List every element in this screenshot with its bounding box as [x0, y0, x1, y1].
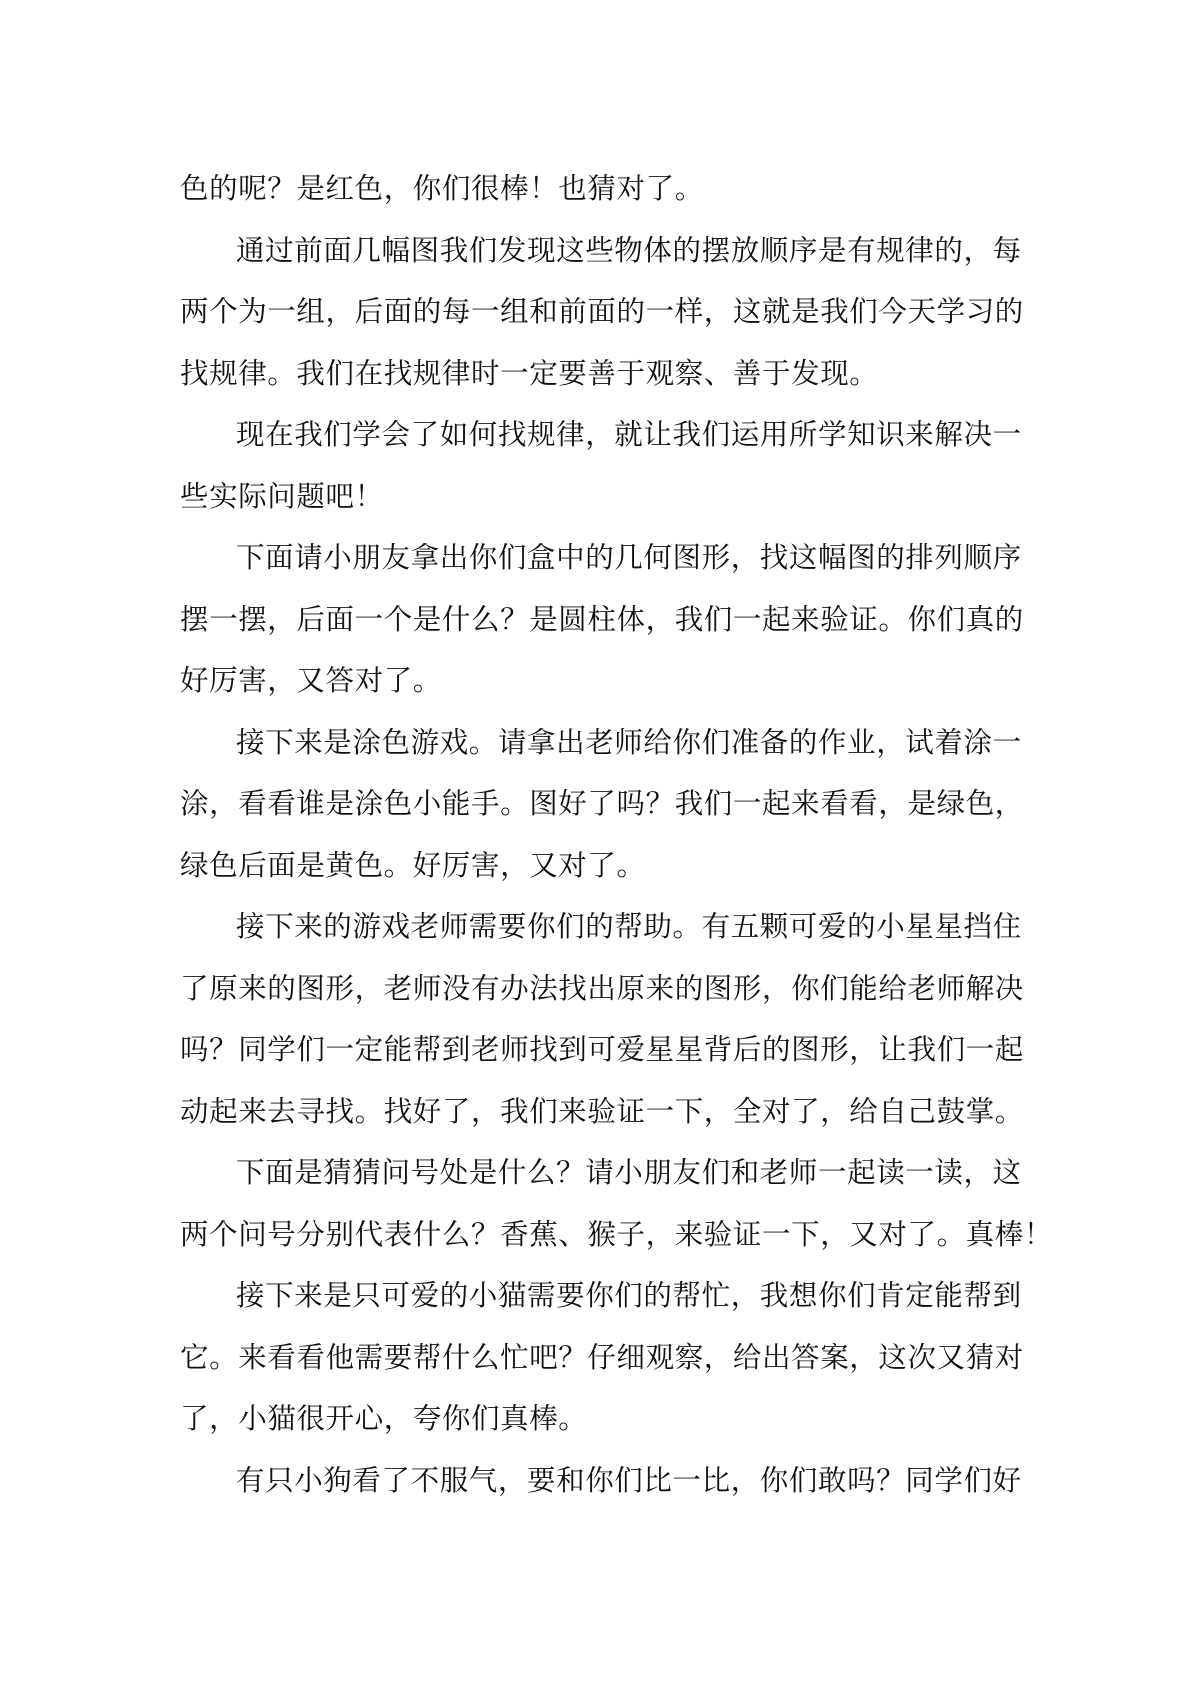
document-body — [180, 158, 1054, 1511]
paragraph-8-line-3: 了，小猫很开心，夸你们真棒。 — [180, 1402, 588, 1435]
paragraph-6-line-2: 了原来的图形，老师没有办法找出原来的图形，你们能给老师解决 — [180, 971, 1024, 1005]
paragraph-8-line-2: 它。来看看他需要帮什么忙吧？仔细观察，给出答案，这次又猜对 — [180, 1340, 1024, 1374]
paragraph-4-line-1: 下面请小朋友拿出你们盒中的几何图形，找这幅图的排列顺序 — [236, 541, 1022, 574]
paragraph-6-line-4: 动起来去寻找。找好了，我们来验证一下，全对了，给自己鼓掌。 — [180, 1094, 1024, 1128]
paragraph-6-line-3: 吗？同学们一定能帮到老师找到可爱星星背后的图形，让我们一起 — [180, 1033, 1024, 1066]
paragraph-8-line-1: 接下来是只可爱的小猫需要你们的帮忙，我想你们肯定能帮到 — [236, 1279, 1022, 1312]
paragraph-3-line-2: 些实际问题吧！ — [180, 479, 384, 513]
paragraph-3-line-1: 现在我们学会了如何找规律，就让我们运用所学知识来解决一 — [236, 418, 1022, 451]
paragraph-9-line-1: 有只小狗看了不服气，要和你们比一比，你们敢吗？同学们好 — [236, 1463, 1022, 1497]
paragraph-1-line-1: 色的呢？是红色，你们很棒！也猜对了。 — [180, 172, 704, 205]
paragraph-5-line-3: 绿色后面是黄色。好厉害，又对了。 — [180, 848, 646, 882]
paragraph-5-line-1: 接下来是涂色游戏。请拿出老师给你们准备的作业，试着涂一 — [236, 725, 1022, 759]
paragraph-6-line-1: 接下来的游戏老师需要你们的帮助。有五颗可爱的小星星挡住 — [236, 910, 1022, 943]
paragraph-2-line-3: 找规律。我们在找规律时一定要善于观察、善于发现。 — [180, 356, 879, 390]
paragraph-2-line-1: 通过前面几幅图我们发现这些物体的摆放顺序是有规律的，每 — [236, 233, 1022, 267]
paragraph-5-line-2: 涂，看看谁是涂色小能手。图好了吗？我们一起来看看，是绿色， — [180, 787, 1024, 820]
paragraph-4-line-3: 好厉害，又答对了。 — [180, 664, 442, 697]
paragraph-2-line-2: 两个为一组，后面的每一组和前面的一样，这就是我们今天学习的 — [180, 295, 1024, 328]
paragraph-7-line-2: 两个问号分别代表什么？香蕉、猴子，来验证一下，又对了。真棒！ — [180, 1217, 1054, 1251]
paragraph-4-line-2: 摆一摆，后面一个是什么？是圆柱体，我们一起来验证。你们真的 — [180, 602, 1024, 636]
paragraph-7-line-1: 下面是猜猜问号处是什么？请小朋友们和老师一起读一读，这 — [236, 1156, 1022, 1189]
